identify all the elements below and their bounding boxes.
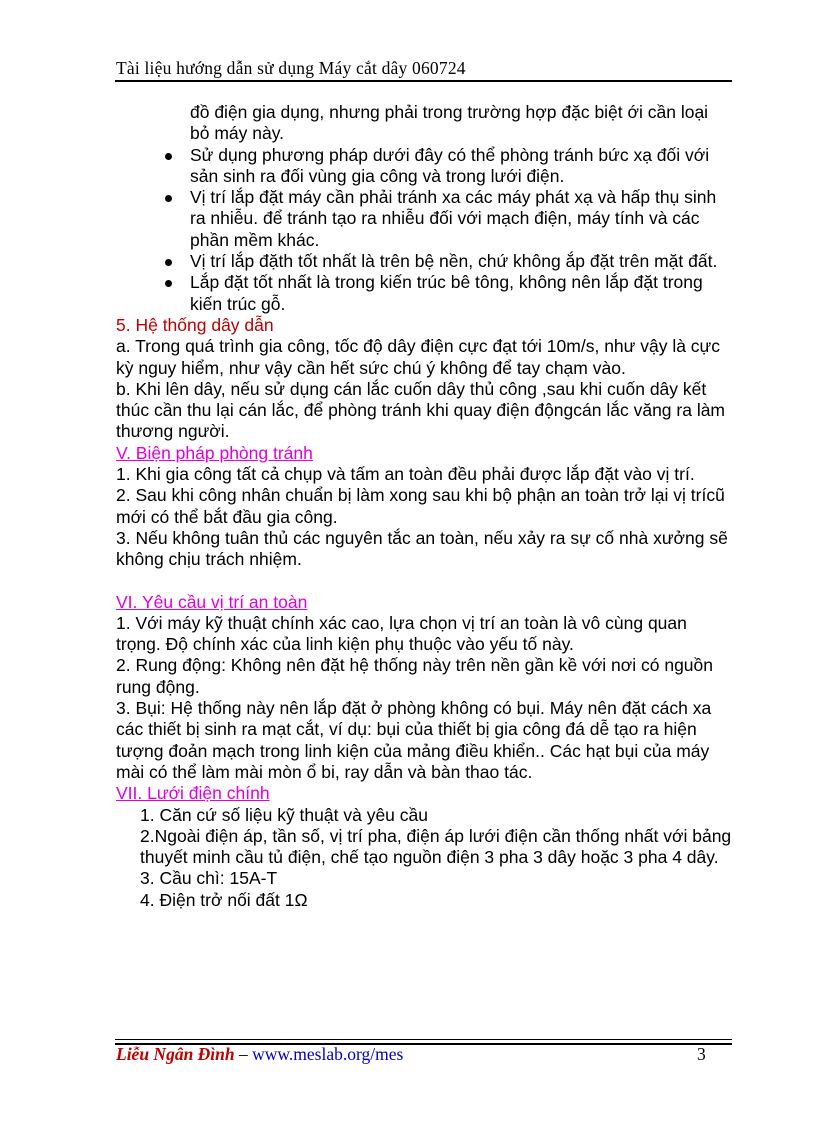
website-link[interactable]: www.meslab.org/mes bbox=[252, 1044, 404, 1064]
list-item bbox=[116, 145, 732, 188]
paragraph: 2. Sau khi công nhân chuẩn bị làm xong sau khi bộ phận an toàn trở lại vị trícũ mới có thể bắt đầu gia công. bbox=[116, 485, 725, 527]
section-vi-heading: VI. Yêu cầu vị trí an toàn bbox=[116, 591, 308, 612]
page-footer bbox=[116, 1044, 403, 1065]
list-item-text: Sử dụng phương pháp dưới đây có thể phòng tránh bức xạ đối với sản sinh ra đối vùng gia công và trong lưới điện. bbox=[190, 144, 710, 186]
paragraph: b. Khi lên dây, nếu sử dụng cán lắc cuốn dây thủ công ,sau khi cuốn dây kết thúc cần thu lại cán lắc, để phòng tránh khi quay điện độngcán lắc văng ra làm thương người. bbox=[116, 378, 726, 442]
list-item bbox=[116, 187, 732, 251]
list-item bbox=[116, 251, 732, 272]
bullet-icon bbox=[165, 280, 172, 287]
section-v-heading: V. Biện pháp phòng tránh bbox=[116, 442, 313, 463]
bullet-icon bbox=[165, 153, 172, 160]
bullet-list bbox=[116, 145, 732, 315]
paragraph: 2.Ngoài điện áp, tần số, vị trí pha, điện áp lưới điện cần thống nhất với bảng thuyết minh cầu tủ điện, chế tạo nguồn điện 3 pha 3 dây hoặc 3 pha 4 dây. bbox=[140, 825, 732, 868]
author-name: Liễu Ngân Đình bbox=[116, 1044, 235, 1064]
paragraph: mài có thể làm mài mòn ổ bi, ray dẫn và bàn thao tác. bbox=[116, 761, 533, 782]
paragraph: 3. Cầu chì: 15A-T bbox=[140, 868, 278, 889]
bullet-continuation: đồ điện gia dụng, nhưng phải trong trường hợp đặc biệt ới cần loại bỏ máy này. bbox=[190, 102, 709, 144]
list-item-text: Vị trí lắp đặt máy cần phải tránh xa các máy phát xạ và hấp thụ sinh ra nhiễu. để tránh tạo ra nhiễu đối với mạch điện, máy tính và các phần mềm khác. bbox=[190, 187, 717, 250]
page-number: 3 bbox=[697, 1044, 706, 1064]
paragraph: a. Trong quá trình gia công, tốc độ dây điện cực đạt tới 10m/s, như vậy là cực kỳ nguy hiểm, như vậy cần hết sức chú ý không để tay chạm vào. bbox=[116, 336, 721, 378]
paragraph: 4. Điện trở nối đất 1Ω bbox=[140, 889, 308, 910]
paragraph: 2. Rung động: Không nên đặt hệ thống này trên nền gần kề với nơi có nguồn rung động. bbox=[116, 655, 714, 697]
bullet-icon bbox=[165, 195, 172, 202]
paragraph: 1. Khi gia công tất cả chụp và tấm an toàn đều phải được lắp đặt vào vị trí. bbox=[116, 464, 695, 485]
list-item bbox=[116, 272, 732, 315]
page-content bbox=[116, 102, 732, 911]
section-vii-heading: VII. Lưới điện chính bbox=[116, 783, 270, 804]
paragraph: 1. Với máy kỹ thuật chính xác cao, lựa chọn vị trí an toàn là vô cùng quan trọng. Độ chính xác của linh kiện phụ thuộc vào yếu tố này. bbox=[116, 612, 687, 655]
list-item-text: Vị trí lắp đặth tốt nhất là trên bệ nền, chứ không ắp đặt trên mặt đất. bbox=[190, 251, 718, 272]
paragraph: 3. Nếu không tuân thủ các nguyên tắc an toàn, nếu xảy ra sự cố nhà xưởng sẽ không chịu trách nhiệm. bbox=[116, 527, 728, 570]
spacer bbox=[116, 571, 732, 592]
header-rule bbox=[115, 80, 732, 82]
list-item-text: Lắp đặt tốt nhất là trong kiến trúc bê tông, không nên lắp đặt trong kiến trúc gỗ. bbox=[190, 272, 703, 314]
footer-separator: – bbox=[234, 1044, 253, 1064]
footer-rule bbox=[115, 1039, 732, 1040]
paragraph: 1. Căn cứ số liệu kỹ thuật và yêu cầu bbox=[140, 804, 428, 825]
paragraph: 3. Bụi: Hệ thống này nên lắp đặt ở phòng không có bụi. Máy nên đặt cách xa các thiết bị sinh ra mạt cắt, ví dụ: bụi của thiết bị gia công đá dễ tạo ra hiện tượng đoản mạch trong linh kiện của mảng điều khiển.. Các hạt bụi của máy bbox=[116, 698, 712, 761]
section-5-heading: 5. Hệ thống dây dẫn bbox=[116, 314, 274, 335]
bullet-icon bbox=[165, 259, 172, 266]
page-header: Tài liệu hướng dẫn sử dụng Máy cắt dây 060724 bbox=[116, 58, 466, 78]
